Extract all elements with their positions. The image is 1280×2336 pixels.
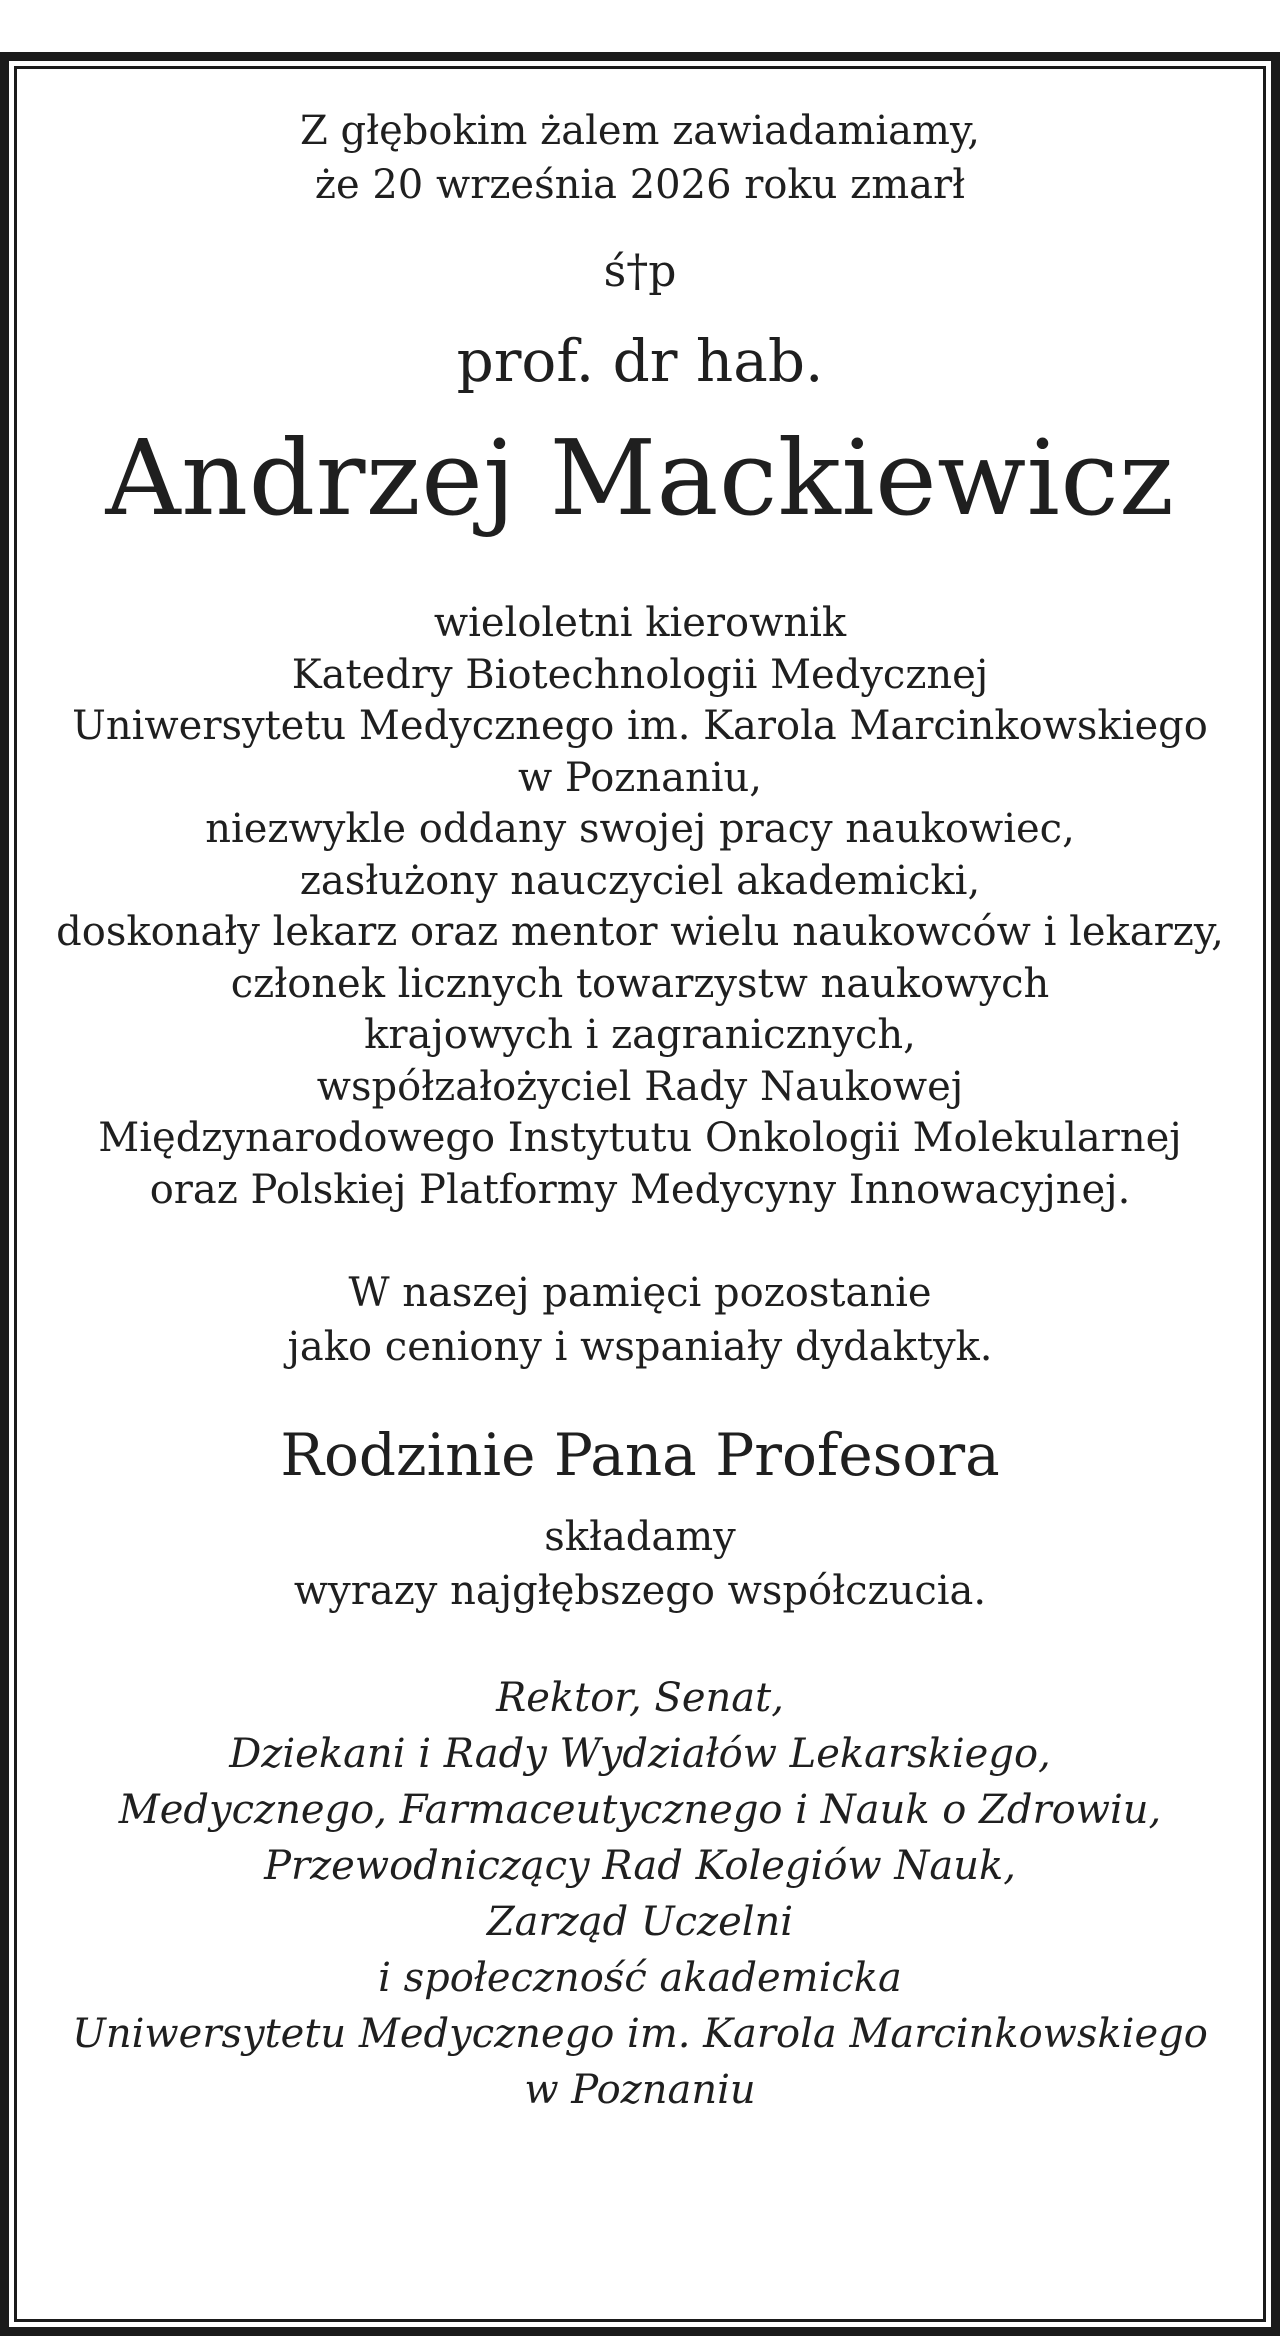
- stp-abbreviation: ś†p: [603, 246, 677, 297]
- bio-line: krajowych i zagranicznych,: [364, 1012, 916, 1058]
- bio-line: oraz Polskiej Platformy Medycyny Innowacyjnej.: [149, 1166, 1131, 1213]
- signatory-line: i społeczność akademicka: [378, 1955, 902, 2001]
- bio-line: współzałożyciel Rady Naukowej: [316, 1063, 964, 1110]
- signatory-line: Zarząd Uczelni: [486, 1899, 794, 1945]
- family-heading: Rodzinie Pana Profesora: [280, 1421, 1000, 1489]
- bio-line: w Poznaniu,: [517, 754, 763, 801]
- signatories: [14, 1670, 1266, 2118]
- bio-line: zasłużony nauczyciel akademicki,: [299, 857, 981, 904]
- intro-line: Z głębokim żalem zawiadamiamy,: [300, 108, 980, 154]
- obituary-content: [14, 66, 1266, 2118]
- signatory-line: Rektor, Senat,: [496, 1675, 784, 1721]
- biography: [14, 598, 1266, 1216]
- condolence-line: składamy: [544, 1514, 736, 1560]
- announcement-intro: [14, 104, 1266, 212]
- bio-line: doskonały lekarz oraz mentor wielu naukowców i lekarzy,: [56, 909, 1224, 955]
- condolence-line: wyrazy najgłębszego współczucia.: [293, 1568, 987, 1614]
- signatory-line: w Poznaniu: [524, 2067, 756, 2113]
- memory-line: jako ceniony i wspaniały dydaktyk.: [287, 1324, 993, 1370]
- bio-line: wieloletni kierownik: [433, 600, 847, 646]
- deceased-name: Andrzej Mackiewicz: [105, 417, 1175, 539]
- bio-line: Uniwersytetu Medycznego im. Karola Marcinkowskiego: [72, 703, 1208, 749]
- signatory-line: Medycznego, Farmaceutycznego i Nauk o Zdrowiu,: [118, 1787, 1162, 1833]
- bio-line: członek licznych towarzystw naukowych: [230, 960, 1050, 1007]
- bio-line: niezwykle oddany swojej pracy naukowiec,: [205, 806, 1075, 852]
- condolence-message: [14, 1510, 1266, 1618]
- memory-line: W naszej pamięci pozostanie: [348, 1270, 932, 1316]
- academic-title: prof. dr hab.: [456, 327, 824, 395]
- signatory-line: Dziekani i Rady Wydziałów Lekarskiego,: [229, 1731, 1051, 1777]
- signatory-line: Przewodniczący Rad Kolegiów Nauk,: [264, 1843, 1016, 1889]
- bio-line: Katedry Biotechnologii Medycznej: [291, 651, 989, 698]
- signatory-line: Uniwersytetu Medycznego im. Karola Marcinkowskiego: [72, 2011, 1208, 2057]
- memory-statement: [14, 1266, 1266, 1374]
- intro-line: że 20 września 2026 roku zmarł: [314, 162, 966, 208]
- bio-line: Międzynarodowego Instytutu Onkologii Molekularnej: [98, 1115, 1182, 1161]
